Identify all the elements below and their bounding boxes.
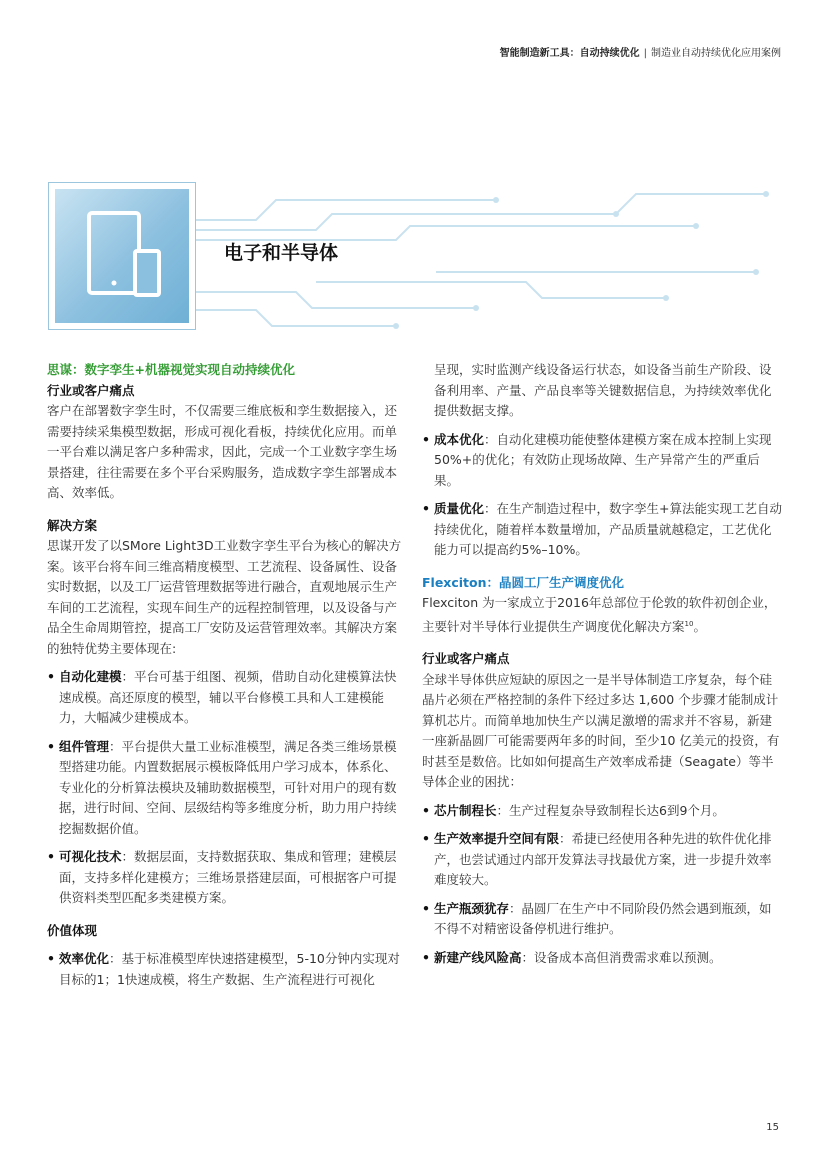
pain-text-2: 全球半导体供应短缺的原因之一是半导体制造工序复杂，每个硅晶片必须在严格控制的条件下经过多达 1,600 个步骤才能制成计算机芯片。而简单地加快生产以满足激增的需求并不容易，新建一座新晶圆厂可能需要两年多的时间，至少10 亿美元的投资，有时甚至是数倍。比如如何提高生产效率成希捷（Seagate）等半导体企业的困扰： [422,671,780,790]
list-item: • 自动化建模：平台可基于组图、视频，借助自动化建模算法快速成模。高还原度的模型，辅以平台修模工具和人工建模能力，大幅减少建模成本。 [47,669,397,725]
list-item: • 新建产线风险高：设备成本高但消费需求难以预测。 [422,949,722,965]
case2-intro: Flexciton 为一家成立于2016年总部位于伦敦的软件初创企业，主要针对半导体行业提供生产调度优化解决方案$^{10}$。 [422,595,777,634]
page-header [500,44,781,59]
pain-heading: 行业或客户痛点 [47,382,135,398]
list-item: • 生产瓶颈犹存：晶圆厂在生产中不同阶段仍然会遇到瓶颈，如不得不对精密设备停机进行维护。 [422,900,772,937]
value-heading: 价值体现 [47,922,98,938]
tile-background [55,189,189,323]
header-doc-title: 制造业自动持续优化应用案例 [651,48,781,59]
list-item: • 可视化技术：数据层面，支持数据获取、集成和管理；建模层面，支持多样化建模方；三维场景搭建层面，可根据客户可提供资料类型匹配多类建模方案。 [47,849,397,905]
list-item: • 组件管理：平台提供大量工业标准模型，满足各类三维场景模型搭建功能。内置数据展示模板降低用户学习成本，体系化、专业化的分析算法模块及辅助数据模型，可针对用户的现有数据，进行时间、空间、层级结构等多维度分析，助力用户持续挖掘数据价值。 [47,738,397,836]
solution-text: 思谋开发了以SMore Light3D工业数字孪生平台为核心的解决方案。该平台将车间三维高精度模型、工艺流程、设备属性、设备实时数据，以及工厂运营管理数据等进行融合，直观地展示生产车间的工艺流程，实现车间生产的远程控制管理，以及设备与产品全生命周期管控，提高工厂安防及运营管理效率。其解决方案的独特优势主要体现在: [47,538,402,656]
case-title: 思谋：数字孪生+机器视觉实现自动持续优化 [47,362,295,377]
right-column [422,360,782,968]
section-icon-tile [48,182,196,330]
pain-text: 客户在部署数字孪生时，不仅需要三维底板和孪生数据接入，还需要持续采集模型数据，形成可视化看板，持续优化应用。而单一平台难以满足客户多种需求，因此，完成一个工业数字孪生场景搭建，往往需要在多个平台采购服务，造成数字孪生部署成本高、效率低。 [47,403,398,500]
list-item: • 生产效率提升空间有限：希捷已经使用各种先进的软件优化排产，也尝试通过内部开发算法寻找最优方案，进一步提升效率难度较大。 [422,831,772,888]
section-title: 电子和半导体 [224,242,339,264]
section-banner [48,182,778,332]
value-continuation: 呈现，实时监测产线设备运行状态，如设备当前生产阶段、设备利用率、产量、产品良率等关键数据信息，为持续效率优化提供数据支撑。 [434,362,772,418]
page-number: 15 [766,1122,779,1133]
left-column [47,360,403,990]
header-section-title: 智能制造新工具：自动持续优化 [499,48,640,59]
list-item: • 效率优化：基于标准模型库快速搭建模型，5-10分钟内实现对目标的1；1快速成模，将生产数据、生产流程进行可视化 [47,951,400,987]
list-item: • 芯片制程长：生产过程复杂导致制程长达6到9个月。 [422,802,725,818]
list-item: • 成本优化：自动化建模功能使整体建模方案在成本控制上实现50%+的优化；有效防止现场故障、生产异常产生的严重后果。 [422,431,772,488]
tablet-phone-icon [55,189,189,323]
pain-heading-2: 行业或客户痛点 [422,651,510,667]
header-separator: | [643,48,647,59]
list-item: • 质量优化：在生产制造过程中，数字孪生+算法能实现工艺自动持续优化，随着样本数量增加，产品质量就越稳定，工艺优化能力可以提高约5%–10%。 [422,501,782,557]
solution-heading: 解决方案 [47,517,98,533]
case2-title: Flexciton：晶圆工厂生产调度优化 [422,574,625,590]
